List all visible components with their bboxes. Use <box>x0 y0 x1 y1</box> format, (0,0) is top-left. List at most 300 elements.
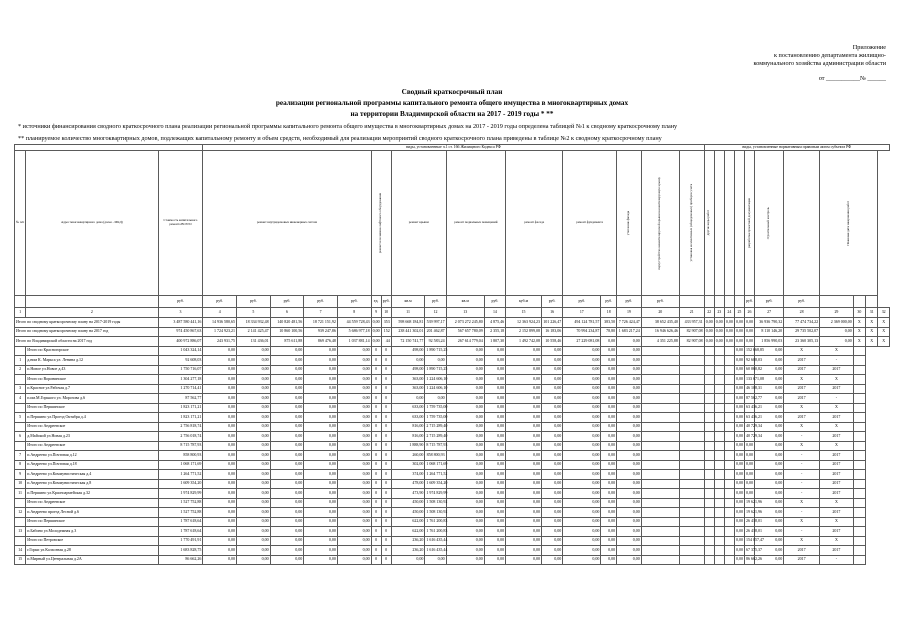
row-empty <box>704 356 714 366</box>
row-flag-b: X <box>820 441 854 451</box>
totals-cell: 101 226,47 <box>541 318 562 328</box>
row-empty <box>724 555 734 565</box>
row-number: 1 <box>15 356 26 366</box>
row-total: 8 715 787,93 <box>158 441 203 451</box>
row-work-cost: 0,00 <box>446 489 484 499</box>
row-work-cost: 0,00 <box>506 508 542 518</box>
row-system-cost: 0,00 <box>270 441 304 451</box>
row-flag-a: 2017 <box>784 413 820 423</box>
row-system-cost: 0,00 <box>237 527 271 537</box>
row-roof-area: 498,00 <box>391 346 425 356</box>
row-extra: 0,00 <box>755 375 784 385</box>
approval-line: от ___________№ ______ <box>818 74 886 82</box>
row-work-cost: 0,00 <box>446 460 484 470</box>
totals-cell: 0,00 <box>714 337 724 347</box>
row-total: 1 043 324,14 <box>158 346 203 356</box>
row-flag-a: X <box>784 517 820 527</box>
row-empty <box>641 365 679 375</box>
row-roof-area: 302,00 <box>391 460 425 470</box>
row-design: 0,00 <box>734 479 744 489</box>
row-work-cost: 0,00 <box>446 546 484 556</box>
row-work-cost: 0,00 <box>541 555 562 565</box>
column-number: 15 <box>506 308 542 318</box>
table-row <box>15 394 890 404</box>
unit-cell: руб. <box>425 296 446 308</box>
row-system-cost: 0,00 <box>304 422 338 432</box>
row-system-cost: 0,00 <box>304 403 338 413</box>
row-work-cost: 0,00 <box>446 536 484 546</box>
row-flag-a: - <box>784 451 820 461</box>
row-work-cost: 0,00 <box>484 346 505 356</box>
row-empty <box>641 451 679 461</box>
totals-cell: 5 686 977,18 <box>337 327 371 337</box>
row-work-cost: 0,00 <box>601 460 617 470</box>
row-number: 2 <box>15 365 26 375</box>
totals-cell: 92 583,24 <box>425 337 446 347</box>
row-design: 0,00 <box>734 384 744 394</box>
row-work-cost: 0,00 <box>484 479 505 489</box>
row-system-cost: 0,00 <box>203 489 237 499</box>
title-line-3: на территории Владимирской области на 2017 - 2019 годы * ** <box>350 110 554 118</box>
row-empty <box>724 536 734 546</box>
row-number: 12 <box>15 508 26 518</box>
row-number <box>15 422 26 432</box>
row-work-cost: 0,00 <box>484 384 505 394</box>
row-empty <box>679 498 704 508</box>
row-work-cost: 0,00 <box>506 546 542 556</box>
row-address: д.Майский ул.Новая д.23 <box>26 432 158 442</box>
row-empty <box>714 470 724 480</box>
row-work-cost: 0,00 <box>617 432 642 442</box>
row-system-cost: 0,00 <box>203 365 237 375</box>
unit-cell: руб. <box>563 296 601 308</box>
row-design: 0,00 <box>734 375 744 385</box>
row-work-cost: 0,00 <box>617 517 642 527</box>
row-empty <box>704 508 714 518</box>
unit-cell: руб. <box>237 296 271 308</box>
row-work-cost: 0,00 <box>541 432 562 442</box>
row-system-cost: 0,00 <box>203 508 237 518</box>
row-system-cost: 0,00 <box>304 479 338 489</box>
row-work-cost: 0,00 <box>563 517 601 527</box>
row-work-cost: 0,00 <box>506 527 542 537</box>
totals-cell: 1 492 742,08 <box>506 337 542 347</box>
row-flag-c <box>853 517 865 527</box>
row-empty <box>724 470 734 480</box>
row-work-cost: 0,00 <box>506 394 542 404</box>
row-empty <box>724 432 734 442</box>
row-work-cost: 0,00 <box>484 517 505 527</box>
row-roof-cost: 0,00 <box>425 394 446 404</box>
row-roof-area: 363,00 <box>391 375 425 385</box>
row-work-cost: 0,00 <box>446 498 484 508</box>
row-work-cost: 0,00 <box>563 422 601 432</box>
row-system-cost: 0,00 <box>270 460 304 470</box>
row-work-cost: 0,00 <box>617 536 642 546</box>
totals-cell: 869 476,48 <box>304 337 338 347</box>
totals-cell: 353 <box>381 318 391 328</box>
totals-cell: 0,00 <box>734 327 744 337</box>
row-work-cost: 0,00 <box>484 508 505 518</box>
column-number: 32 <box>878 308 890 318</box>
row-design: 0,00 <box>734 346 744 356</box>
row-extra: 0,00 <box>755 498 784 508</box>
row-system-cost: 0,00 <box>237 375 271 385</box>
unit-cell: руб. <box>784 296 820 308</box>
totals-cell: 0,00 <box>734 337 744 347</box>
row-flag-a: X <box>784 536 820 546</box>
row-work-cost: 0,00 <box>541 403 562 413</box>
row-empty <box>641 508 679 518</box>
totals-cell: X <box>866 327 878 337</box>
row-system-cost: 0,00 <box>270 413 304 423</box>
col-header-facade: ремонт фасада <box>506 151 563 296</box>
row-empty <box>724 479 734 489</box>
unit-cell: руб. <box>541 296 562 308</box>
row-flag-c <box>853 527 865 537</box>
row-empty <box>679 365 704 375</box>
row-empty <box>679 384 704 394</box>
row-control: 133 671,08 <box>744 375 754 385</box>
table-row <box>15 432 890 442</box>
row-empty <box>714 432 724 442</box>
row-roof-area: 498,00 <box>391 365 425 375</box>
row-roof-area: 236,20 <box>391 536 425 546</box>
row-system-cost: 0,00 <box>337 555 371 565</box>
row-empty <box>704 555 714 565</box>
totals-cell: X <box>853 318 865 328</box>
col-header-reroof: переустройство невентилируемой крыши на вентилируемую крышу <box>641 151 679 296</box>
row-roof-area: 816,00 <box>391 432 425 442</box>
col-header-design: разработка проектной документации <box>744 151 754 296</box>
row-lift-cost: 0 <box>381 413 391 423</box>
totals-cell: 14 936 580,65 <box>203 318 237 328</box>
row-work-cost: 0,00 <box>506 489 542 499</box>
row-work-cost: 0,00 <box>484 546 505 556</box>
row-work-cost: 0,00 <box>446 517 484 527</box>
column-number: 13 <box>446 308 484 318</box>
row-roof-cost: 0,00 <box>425 555 446 565</box>
row-number: 6 <box>15 432 26 442</box>
col-header-address: Адрес многоквартирного дома (далее - МКД) <box>26 151 158 296</box>
row-work-cost: 0,00 <box>601 432 617 442</box>
row-design: 0,00 <box>734 498 744 508</box>
row-lift-cost: 0 <box>381 441 391 451</box>
row-control: 40 729,34 <box>744 422 754 432</box>
column-number: 14 <box>484 308 505 318</box>
row-flag-b: X <box>820 536 854 546</box>
row-empty <box>679 432 704 442</box>
row-roof-cost: 8 715 787,93 <box>425 441 446 451</box>
row-system-cost: 0,00 <box>203 441 237 451</box>
totals-cell: 494 124 781,57 <box>563 318 601 328</box>
totals-cell: 1 037 881,14 <box>337 337 371 347</box>
footnote-2: ** планируемое количество многоквартирных домов, подлежащих капитальному ремонту и объем средств, необходимый для реализации мероприятий сводного краткосрочного плана приведены в таблице №2 к сводному краткосрочному плану <box>18 135 662 142</box>
row-roof-cost: 1 761 200,83 <box>425 517 446 527</box>
row-work-cost: 0,00 <box>506 479 542 489</box>
row-flag-a: X <box>784 498 820 508</box>
unit-cell: руб. <box>601 296 617 308</box>
row-work-cost: 0,00 <box>601 356 617 366</box>
row-work-cost: 0,00 <box>601 384 617 394</box>
row-control: 19 621,96 <box>744 498 754 508</box>
row-flag-b: X <box>820 498 854 508</box>
row-control: 46 108,31 <box>744 384 754 394</box>
row-work-cost: 0,00 <box>506 403 542 413</box>
totals-cell: 2 073 272 245,80 <box>446 318 484 328</box>
row-work-cost: 0,00 <box>617 403 642 413</box>
totals-cell: 8 110 146,20 <box>755 327 784 337</box>
row-work-cost: 0,00 <box>563 394 601 404</box>
row-system-cost: 0,00 <box>237 470 271 480</box>
row-extra: 0,00 <box>755 394 784 404</box>
table-row <box>15 460 890 470</box>
row-lift-units: 0 <box>371 498 381 508</box>
table-row <box>15 356 890 366</box>
row-empty <box>704 432 714 442</box>
row-system-cost: 0,00 <box>237 498 271 508</box>
row-work-cost: 0,00 <box>563 470 601 480</box>
row-lift-units: 0 <box>371 460 381 470</box>
totals-cell: 12 363 924,23 <box>506 318 542 328</box>
row-work-cost: 0,00 <box>541 413 562 423</box>
row-work-cost: 0,00 <box>563 375 601 385</box>
totals-cell: 0,00 <box>617 337 642 347</box>
totals-cell: X <box>878 318 890 328</box>
row-system-cost: 0,00 <box>304 460 338 470</box>
row-flag-a: - <box>784 489 820 499</box>
totals-cell: 82 907,08 <box>679 337 704 347</box>
row-lift-cost: 0 <box>381 422 391 432</box>
row-empty <box>724 394 734 404</box>
totals-cell: 0,00 <box>744 327 754 337</box>
col-header-extra <box>784 151 820 296</box>
row-empty <box>641 413 679 423</box>
totals-cell: 78,80 <box>601 327 617 337</box>
row-work-cost: 0,00 <box>446 470 484 480</box>
row-empty <box>704 451 714 461</box>
totals-cell: 82 907,08 <box>679 327 704 337</box>
totals-cell: 3 487 580 441,16 <box>158 318 203 328</box>
row-flag-b: 2017 <box>820 489 854 499</box>
table-row <box>15 470 890 480</box>
row-work-cost: 0,00 <box>484 460 505 470</box>
row-flag-c <box>853 451 865 461</box>
row-total: 1 770 491,91 <box>158 536 203 546</box>
row-total: 1 974 829,99 <box>158 489 203 499</box>
row-system-cost: 0,00 <box>304 413 338 423</box>
row-system-cost: 0,00 <box>237 536 271 546</box>
row-roof-cost: 1 224 606,10 <box>425 375 446 385</box>
row-system-cost: 0,00 <box>270 470 304 480</box>
totals-cell: 2 369 000,00 <box>820 318 854 328</box>
row-work-cost: 0,00 <box>563 413 601 423</box>
row-extra: 0,00 <box>755 479 784 489</box>
row-lift-cost: 0 <box>381 498 391 508</box>
row-extra: 0,00 <box>755 470 784 480</box>
row-total: 858 800,93 <box>158 451 203 461</box>
row-extra: 0,00 <box>755 422 784 432</box>
row-flag-b: 2017 <box>820 527 854 537</box>
row-work-cost: 0,00 <box>563 555 601 565</box>
row-flag-a: X <box>784 375 820 385</box>
row-number: 8 <box>15 460 26 470</box>
totals-row <box>15 337 890 347</box>
row-work-cost: 0,00 <box>601 527 617 537</box>
row-system-cost: 0,00 <box>237 555 271 565</box>
row-roof-area: 0,00 <box>391 555 425 565</box>
row-flag-b: 2017 <box>820 432 854 442</box>
row-system-cost: 0,00 <box>270 432 304 442</box>
row-flag-a: - <box>784 470 820 480</box>
row-lift-cost: 0 <box>381 460 391 470</box>
row-control: 40 729,34 <box>744 432 754 442</box>
column-number: 16 <box>541 308 562 318</box>
row-empty <box>724 527 734 537</box>
row-work-cost: 0,00 <box>617 451 642 461</box>
col-header-lift: ремонт или замена лифтового оборудования <box>371 151 391 296</box>
totals-cell: 0,00 <box>820 327 854 337</box>
row-flag-c <box>853 546 865 556</box>
totals-cell: 36 936 790,32 <box>755 318 784 328</box>
row-roof-cost: 858 800,93 <box>425 451 446 461</box>
row-system-cost: 0,00 <box>270 517 304 527</box>
row-system-cost: 0,00 <box>237 479 271 489</box>
row-design: 0,00 <box>734 451 744 461</box>
totals-cell: 44 <box>381 337 391 347</box>
row-system-cost: 0,00 <box>203 517 237 527</box>
row-empty <box>679 451 704 461</box>
row-work-cost: 0,00 <box>484 422 505 432</box>
row-design: 0,00 <box>734 536 744 546</box>
row-empty <box>724 422 734 432</box>
row-empty <box>641 394 679 404</box>
col-header-systems: ремонт внутридомовых инженерных систем <box>203 151 371 296</box>
row-number <box>15 375 26 385</box>
row-empty <box>704 498 714 508</box>
row-flag-a: X <box>784 403 820 413</box>
table-row <box>15 489 890 499</box>
column-number: 4 <box>203 308 237 318</box>
column-number: 29 <box>820 308 854 318</box>
totals-cell: 875 611,88 <box>270 337 304 347</box>
totals-cell: 1 683 217,24 <box>617 327 642 337</box>
row-system-cost: 0,00 <box>270 356 304 366</box>
row-number: 10 <box>15 479 26 489</box>
row-roof-cost: 1 890 715,25 <box>425 365 446 375</box>
col-header-control: строительный контроль <box>755 151 784 296</box>
row-empty <box>704 441 714 451</box>
plan-table <box>14 144 890 565</box>
unit-cell: руб. <box>617 296 642 308</box>
row-system-cost: 0,00 <box>270 422 304 432</box>
row-flag-b: X <box>820 375 854 385</box>
totals-cell: 0,00 <box>734 318 744 328</box>
row-lift-units: 0 <box>371 517 381 527</box>
row-system-cost: 0,00 <box>304 527 338 537</box>
row-empty <box>724 498 734 508</box>
row-work-cost: 0,00 <box>541 470 562 480</box>
row-control: 0,00 <box>744 489 754 499</box>
row-number: 13 <box>15 527 26 537</box>
column-number: 31 <box>866 308 878 318</box>
row-system-cost: 0,00 <box>203 470 237 480</box>
row-control: 26 418,01 <box>744 527 754 537</box>
row-empty <box>724 546 734 556</box>
row-total: 1 750 716,07 <box>158 365 203 375</box>
row-flag-c <box>853 432 865 442</box>
row-work-cost: 0,00 <box>541 489 562 499</box>
row-flag-c <box>853 394 865 404</box>
row-empty <box>714 498 724 508</box>
row-work-cost: 0,00 <box>446 375 484 385</box>
row-total: 1 068 171,69 <box>158 460 203 470</box>
row-number: 15 <box>15 555 26 565</box>
row-work-cost: 0,00 <box>617 555 642 565</box>
row-work-cost: 0,00 <box>563 527 601 537</box>
row-number <box>15 441 26 451</box>
row-address: Итого по Першинское <box>26 517 158 527</box>
column-number: 27 <box>755 308 784 318</box>
row-flag-a: 2017 <box>784 394 820 404</box>
row-address: п.Андреево ул.Почтовая д.12 <box>26 451 158 461</box>
row-system-cost: 0,00 <box>237 460 271 470</box>
row-empty <box>679 546 704 556</box>
table-row <box>15 546 890 556</box>
row-work-cost: 0,00 <box>617 479 642 489</box>
col-header-other: другие виды работ <box>704 151 714 296</box>
row-flag-a: 2017 <box>784 384 820 394</box>
row-lift-cost: 0 <box>381 479 391 489</box>
row-roof-area: 1 888,90 <box>391 441 425 451</box>
row-work-cost: 0,00 <box>506 460 542 470</box>
row-work-cost: 0,00 <box>506 346 542 356</box>
row-roof-area: 450,00 <box>391 498 425 508</box>
column-number: 7 <box>304 308 338 318</box>
row-work-cost: 0,00 <box>563 432 601 442</box>
row-roof-cost: 1 508 130,92 <box>425 498 446 508</box>
row-address: Итого по Першинское <box>26 403 158 413</box>
row-roof-cost: 1 616 435,44 <box>425 546 446 556</box>
column-number: 6 <box>270 308 304 318</box>
row-empty <box>679 413 704 423</box>
row-work-cost: 0,00 <box>484 555 505 565</box>
row-lift-units: 0 <box>371 384 381 394</box>
subtotal-row <box>15 346 890 356</box>
totals-cell: 72 150 741,77 <box>391 337 425 347</box>
row-flag-c <box>853 479 865 489</box>
row-control: 19 621,96 <box>744 508 754 518</box>
row-empty <box>679 375 704 385</box>
row-number <box>15 517 26 527</box>
totals-cell: 0,00 <box>714 327 724 337</box>
row-work-cost: 0,00 <box>601 375 617 385</box>
row-work-cost: 0,00 <box>446 527 484 537</box>
row-roof-cost: 1 508 130,92 <box>425 508 446 518</box>
row-design: 0,00 <box>734 470 744 480</box>
totals-row <box>15 327 890 337</box>
row-lift-units: 0 <box>371 375 381 385</box>
row-flag-b: 2017 <box>820 460 854 470</box>
row-work-cost: 0,00 <box>446 394 484 404</box>
row-empty <box>714 346 724 356</box>
row-address: д.ним К. Маркса ул. Ленина д.12 <box>26 356 158 366</box>
row-work-cost: 0,00 <box>541 517 562 527</box>
row-work-cost: 0,00 <box>506 451 542 461</box>
row-work-cost: 0,00 <box>563 441 601 451</box>
row-empty <box>714 413 724 423</box>
row-work-cost: 0,00 <box>617 413 642 423</box>
